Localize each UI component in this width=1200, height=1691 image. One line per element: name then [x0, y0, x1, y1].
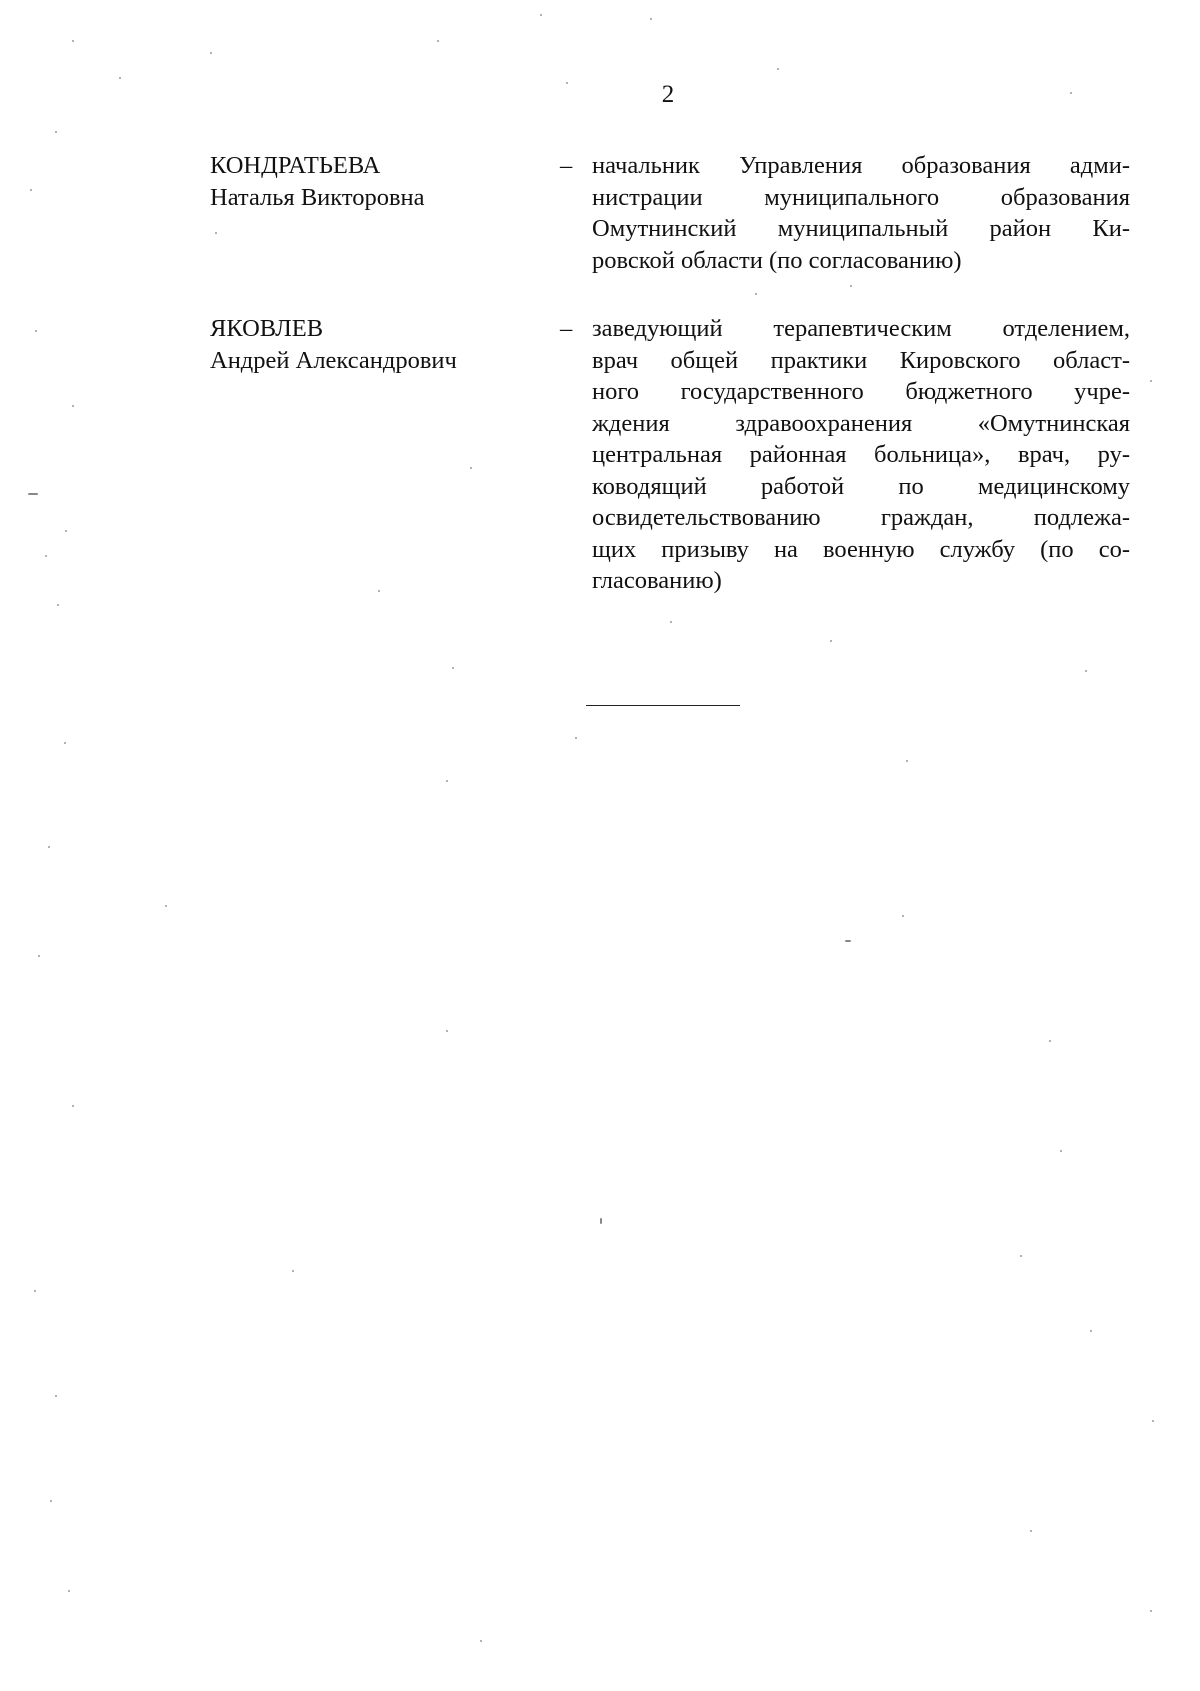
description-line: освидетельствованию граждан, подлежа- — [592, 504, 1130, 531]
description-line: Омутнинский муниципальный район Ки- — [592, 215, 1130, 242]
description-line: врач общей практики Кировского област- — [592, 346, 1130, 374]
description-line: начальник Управления образования адми- — [592, 152, 1130, 179]
member-position-description — [592, 150, 1130, 276]
end-of-list-rule — [586, 705, 740, 706]
entry-dash: – — [560, 152, 573, 179]
member-given-names: Наталья Викторовна — [210, 183, 425, 211]
page-number: 2 — [661, 81, 675, 108]
description-line: центральная районная больница», врач, ру- — [592, 441, 1130, 468]
description-line: ного государственного бюджетного учре- — [592, 378, 1130, 405]
description-line: щих призыву на военную службу (по со- — [592, 535, 1130, 563]
member-surname: ЯКОВЛЕВ — [210, 315, 324, 342]
member-position-description — [592, 313, 1130, 597]
description-line: ровской области (по согласованию) — [592, 246, 962, 274]
description-line: ководящий работой по медицинскому — [592, 472, 1130, 500]
description-line: нистрации муниципального образования — [592, 183, 1130, 211]
entry-dash: – — [560, 315, 573, 342]
description-line: гласованию) — [592, 567, 722, 594]
member-name — [210, 313, 540, 376]
description-line: ждения здравоохранения «Омутнинская — [592, 409, 1130, 437]
member-surname: КОНДРАТЬЕВА — [210, 152, 381, 179]
description-line: заведующий терапевтическим отделением, — [592, 315, 1130, 342]
member-given-names: Андрей Александрович — [210, 346, 457, 374]
member-name — [210, 150, 540, 213]
